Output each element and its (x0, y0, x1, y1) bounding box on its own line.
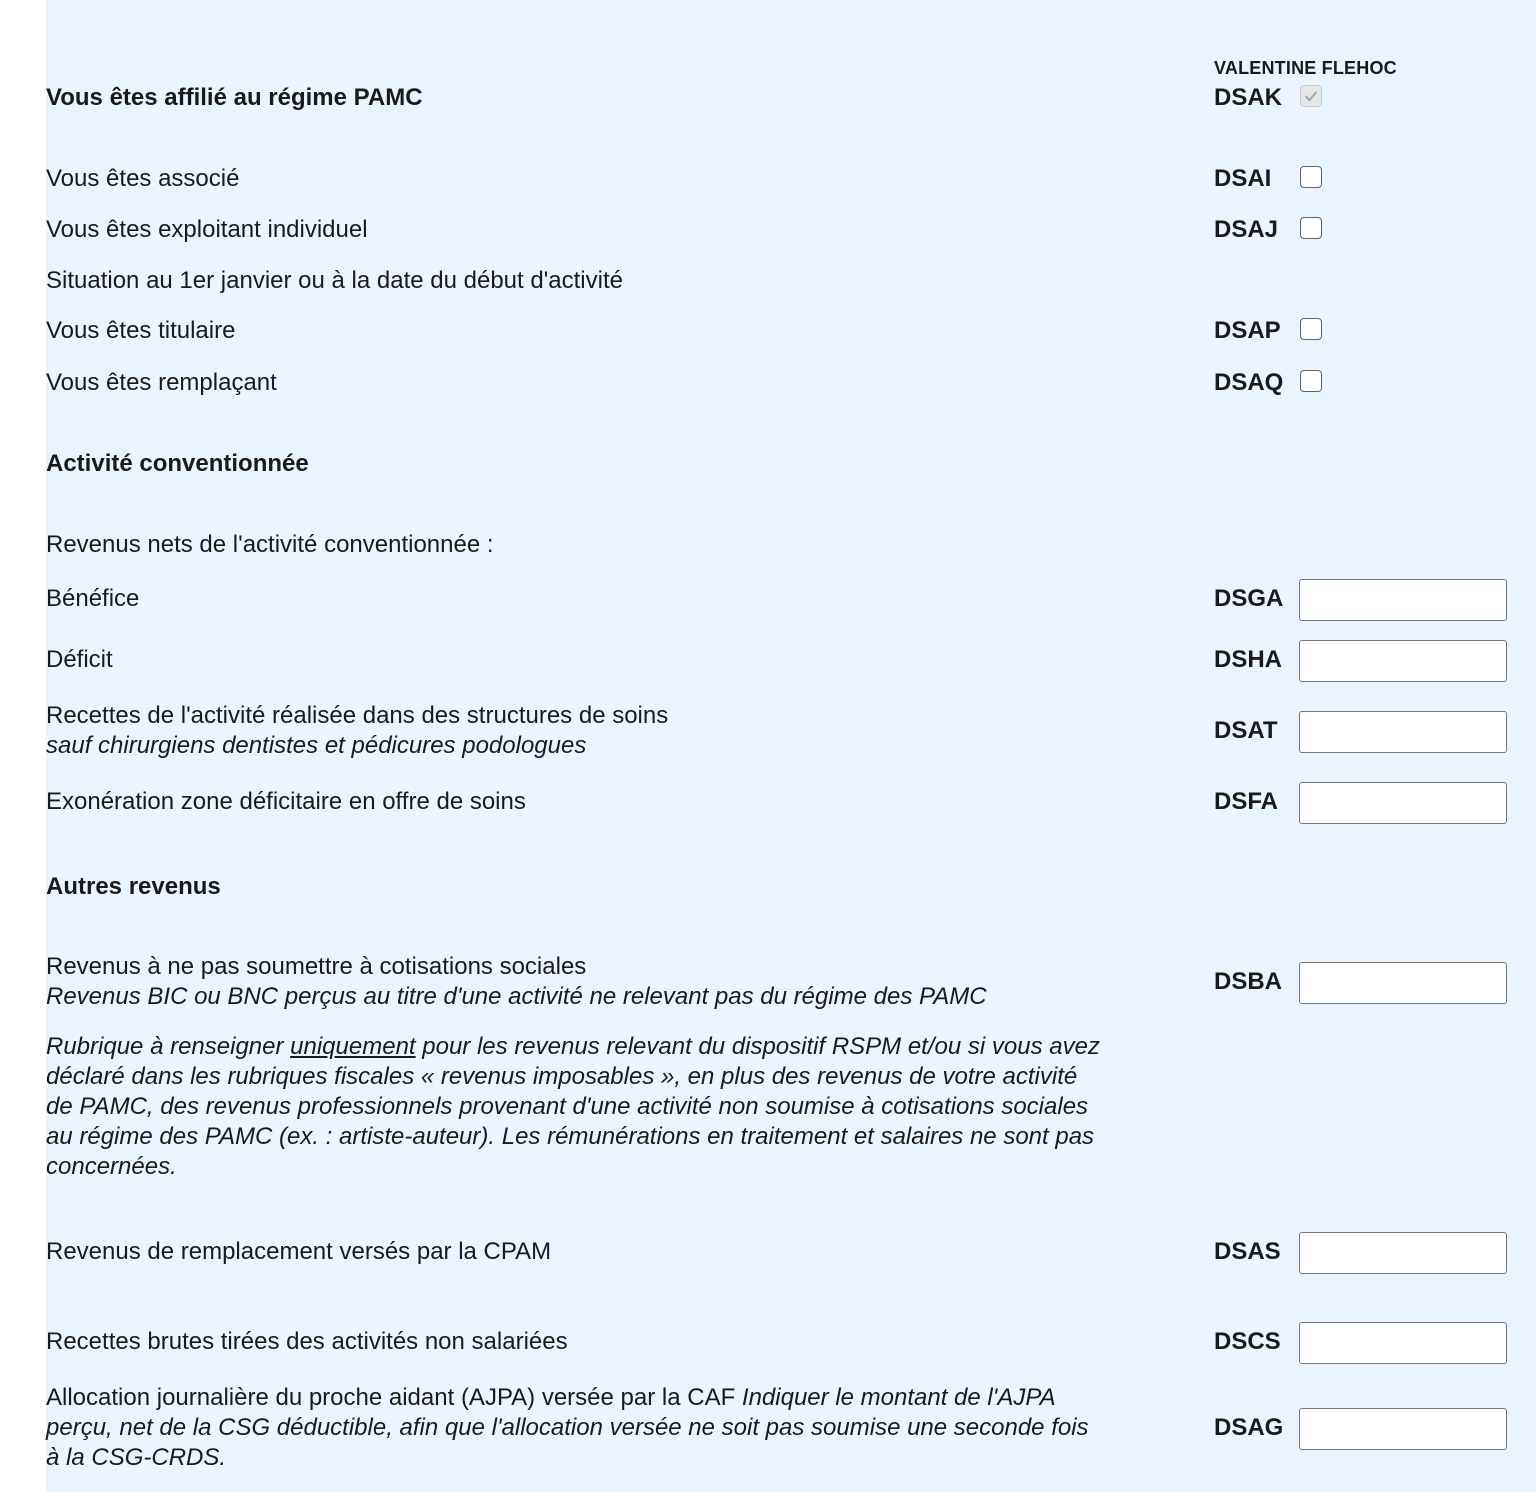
dsas-code: DSAS (1214, 1238, 1281, 1265)
deficit-label: Déficit (46, 646, 113, 673)
recettes-structures-input[interactable] (1299, 711, 1507, 753)
associe-label: Vous êtes associé (46, 165, 240, 192)
dsag-input[interactable] (1299, 1408, 1507, 1450)
deficit-code: DSHA (1214, 646, 1283, 673)
titulaire-code: DSAP (1214, 317, 1281, 344)
dsba-code: DSBA (1214, 968, 1283, 995)
exoneration-code: DSFA (1214, 788, 1279, 815)
exoneration-label: Exonération zone déficitaire en offre de soins (46, 788, 526, 815)
checkmark-icon (1303, 88, 1319, 104)
dsas-input[interactable] (1299, 1232, 1507, 1274)
associe-code: DSAI (1214, 165, 1272, 192)
pamc-affiliation-code: DSAK (1214, 84, 1283, 111)
dsag-code: DSAG (1214, 1414, 1284, 1441)
ajpa-text (46, 1383, 1089, 1473)
rubrique-note-end: pour les revenus relevant du dispositif RSPM et/ou si vous avez déclaré dans les rubriques fiscales « revenus imposables », en plus des revenus de votre activité de PAMC, des revenus professionnels provenant d'une activité non soumise à cotisations sociales au régime des PAMC (ex. : artiste-auteur). Les rémunérations en traitement et salaires ne sont pas concernées. (46, 1033, 1100, 1180)
associe-checkbox[interactable] (1300, 166, 1322, 188)
dsba-label: Revenus à ne pas soumettre à cotisations sociales (46, 953, 587, 980)
remplacant-code: DSAQ (1214, 369, 1284, 396)
titulaire-label: Vous êtes titulaire (46, 317, 236, 344)
rubrique-note-emphasis: uniquement (290, 1033, 416, 1060)
pamc-affiliation-checkbox[interactable] (1300, 85, 1322, 107)
exploitant-label: Vous êtes exploitant individuel (46, 216, 368, 243)
benefice-label: Bénéfice (46, 585, 140, 612)
benefice-input[interactable] (1299, 579, 1507, 621)
exploitant-code: DSAJ (1214, 216, 1279, 243)
dsba-input[interactable] (1299, 962, 1507, 1004)
section-conventionnee-title: Activité conventionnée (46, 450, 309, 477)
dsas-label: Revenus de remplacement versés par la CPAM (46, 1238, 552, 1265)
titulaire-checkbox[interactable] (1300, 318, 1322, 340)
recettes-structures-label: Recettes de l'activité réalisée dans des structures de soins (46, 702, 669, 729)
person-name: VALENTINE FLEHOC (1214, 58, 1397, 78)
recettes-structures-code: DSAT (1214, 717, 1278, 744)
deficit-input[interactable] (1299, 640, 1507, 682)
recettes-structures-note: sauf chirurgiens dentistes et pédicures podologues (46, 732, 587, 759)
dsba-note: Revenus BIC ou BNC perçus au titre d'une activité ne relevant pas du régime des PAMC (46, 983, 987, 1010)
benefice-code: DSGA (1214, 585, 1284, 612)
ajpa-note: Indiquer le montant de l'AJPA perçu, net de la CSG déductible, afin que l'allocation versée ne soit pas soumise une seconde fois à la CSG-CRDS. (46, 1384, 1089, 1471)
remplacant-label: Vous êtes remplaçant (46, 369, 277, 396)
dscs-label: Recettes brutes tirées des activités non salariées (46, 1328, 568, 1355)
remplacant-checkbox[interactable] (1300, 370, 1322, 392)
section-autres-title: Autres revenus (46, 873, 221, 900)
rubrique-note-start: Rubrique à renseigner (46, 1033, 291, 1060)
rubrique-note (46, 1032, 1100, 1182)
pamc-affiliation-label: Vous êtes affilié au régime PAMC (46, 84, 423, 111)
exoneration-input[interactable] (1299, 782, 1507, 824)
situation-label: Situation au 1er janvier ou à la date du début d'activité (46, 267, 623, 294)
ajpa-label: Allocation journalière du proche aidant (AJPA) versée par la CAF (46, 1384, 736, 1411)
exploitant-checkbox[interactable] (1300, 217, 1322, 239)
dscs-input[interactable] (1299, 1322, 1507, 1364)
dscs-code: DSCS (1214, 1328, 1281, 1355)
revenus-nets-intro: Revenus nets de l'activité conventionnée : (46, 531, 494, 558)
